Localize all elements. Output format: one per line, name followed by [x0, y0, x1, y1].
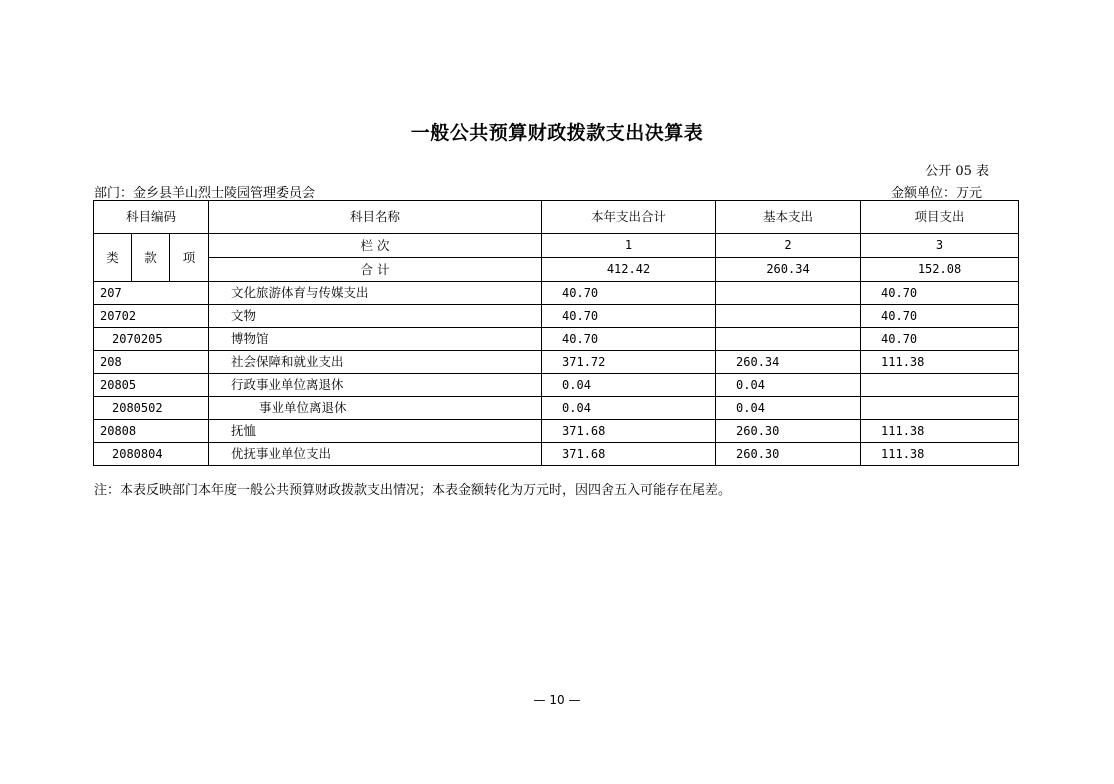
table-row — [94, 351, 1019, 374]
expenditure-table — [93, 200, 1019, 466]
row-code: 207 — [94, 282, 209, 305]
row-basic: 0.04 — [716, 374, 861, 397]
sum-total: 412.42 — [542, 258, 716, 282]
table-row — [94, 282, 1019, 305]
header-row — [94, 201, 1019, 234]
row-project: 111.38 — [861, 420, 1019, 443]
page-title: 一般公共预算财政拨款支出决算表 — [410, 122, 704, 144]
table-row — [94, 328, 1019, 351]
row-name: 社会保障和就业支出 — [209, 351, 542, 374]
header-code: 科目编码 — [94, 201, 209, 234]
column-number-row — [94, 234, 1019, 258]
column-2: 2 — [716, 234, 861, 258]
row-basic: 0.04 — [716, 397, 861, 420]
table-row — [94, 443, 1019, 466]
row-total: 40.70 — [542, 282, 716, 305]
row-total: 0.04 — [542, 374, 716, 397]
row-basic — [716, 282, 861, 305]
row-code: 20805 — [94, 374, 209, 397]
row-total: 40.70 — [542, 328, 716, 351]
row-name: 文物 — [209, 305, 542, 328]
amount-unit-label: 金额单位：万元 — [890, 186, 982, 201]
row-code: 2080502 — [94, 397, 209, 420]
row-total: 0.04 — [542, 397, 716, 420]
row-code: 2070205 — [94, 328, 209, 351]
table-row — [94, 305, 1019, 328]
row-code: 208 — [94, 351, 209, 374]
page-number: — 10 — — [533, 693, 581, 707]
header-xiang: 项 — [170, 234, 209, 282]
column-3: 3 — [861, 234, 1019, 258]
row-project — [861, 397, 1019, 420]
form-number: 公开 05 表 — [925, 164, 989, 179]
header-kuan: 款 — [132, 234, 170, 282]
table-row — [94, 397, 1019, 420]
sum-project: 152.08 — [861, 258, 1019, 282]
column-1: 1 — [542, 234, 716, 258]
row-basic: 260.30 — [716, 420, 861, 443]
row-total: 371.68 — [542, 420, 716, 443]
header-total: 本年支出合计 — [542, 201, 716, 234]
table-row — [94, 374, 1019, 397]
row-code: 20702 — [94, 305, 209, 328]
row-project: 40.70 — [861, 305, 1019, 328]
sum-label: 合 计 — [209, 258, 542, 282]
row-basic: 260.30 — [716, 443, 861, 466]
row-project: 40.70 — [861, 282, 1019, 305]
row-total: 371.68 — [542, 443, 716, 466]
row-project: 111.38 — [861, 351, 1019, 374]
row-basic — [716, 328, 861, 351]
row-code: 20808 — [94, 420, 209, 443]
sum-row — [94, 258, 1019, 282]
row-total: 40.70 — [542, 305, 716, 328]
column-label: 栏 次 — [209, 234, 542, 258]
sum-basic: 260.34 — [716, 258, 861, 282]
row-name: 事业单位离退休 — [209, 397, 542, 420]
row-name: 文化旅游体育与传媒支出 — [209, 282, 542, 305]
row-project: 111.38 — [861, 443, 1019, 466]
header-project: 项目支出 — [861, 201, 1019, 234]
header-lei: 类 — [94, 234, 132, 282]
header-name: 科目名称 — [209, 201, 542, 234]
department-label: 部门：金乡县羊山烈士陵园管理委员会 — [94, 186, 316, 201]
row-name: 抚恤 — [209, 420, 542, 443]
row-basic: 260.34 — [716, 351, 861, 374]
row-code: 2080804 — [94, 443, 209, 466]
row-total: 371.72 — [542, 351, 716, 374]
header-basic: 基本支出 — [716, 201, 861, 234]
table-row — [94, 420, 1019, 443]
row-name: 博物馆 — [209, 328, 542, 351]
row-project: 40.70 — [861, 328, 1019, 351]
table-note: 注：本表反映部门本年度一般公共预算财政拨款支出情况；本表金额转化为万元时，因四舍五入可能存在尾差。 — [94, 483, 732, 498]
row-basic — [716, 305, 861, 328]
row-name: 行政事业单位离退休 — [209, 374, 542, 397]
row-name: 优抚事业单位支出 — [209, 443, 542, 466]
row-project — [861, 374, 1019, 397]
